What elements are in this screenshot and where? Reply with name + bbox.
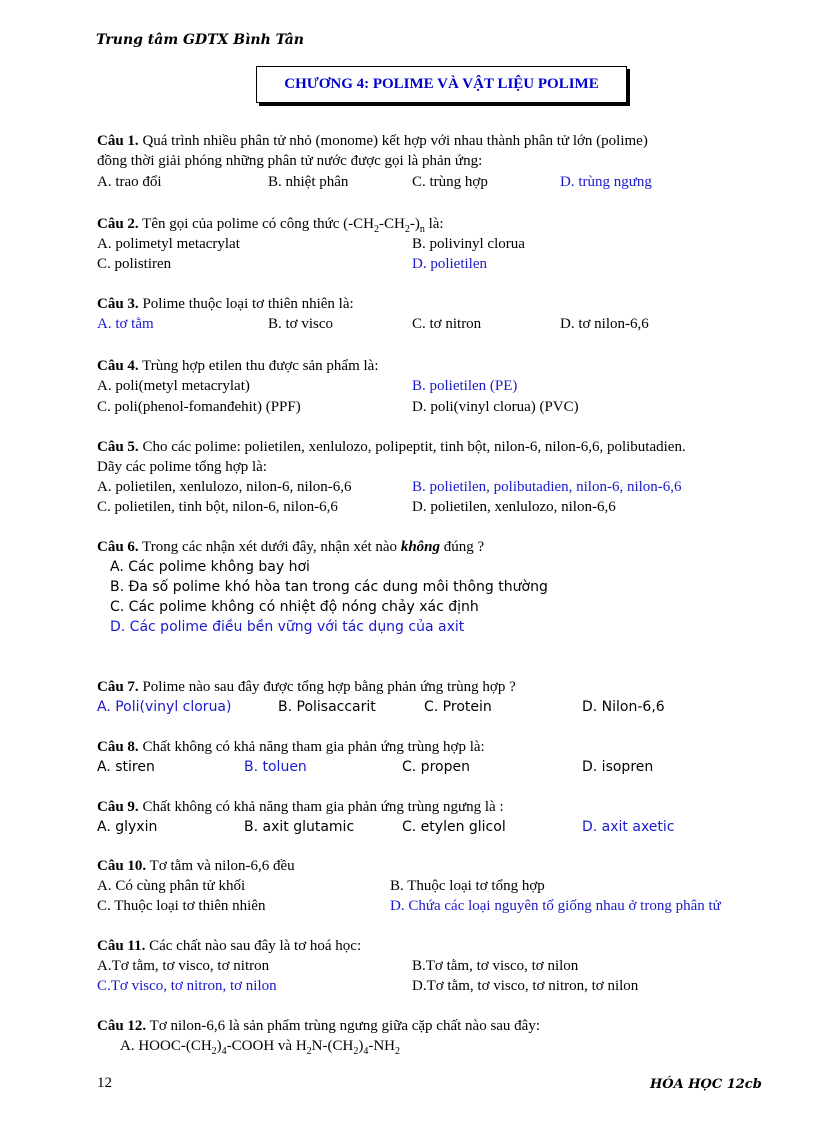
question-text: Tơ tằm và nilon-6,6 đều [146, 858, 295, 874]
formula-part: A. HOOC-(CH [120, 1038, 212, 1054]
option-a: A. polimetyl metacrylat [97, 236, 240, 252]
question-label: Câu 7. [97, 679, 139, 695]
question-9 [97, 797, 504, 817]
question-label: Câu 5. [97, 439, 139, 455]
option-a-answer: A. Poli(vinyl clorua) [97, 699, 232, 715]
option-b: B. nhiệt phân [268, 174, 349, 190]
formula-part: ) [358, 1038, 364, 1054]
footer-subject: HÓA HỌC 12cb [650, 1077, 762, 1092]
option-d-answer: D. Chứa các loại nguyên tố giống nhau ở trong phân tử [390, 898, 721, 914]
question-text: Cho các polime: polietilen, xenlulozo, polipeptit, tinh bột, nilon-6, nilon-6,6, polibutadien. [138, 439, 686, 455]
question-text: Trong các nhận xét dưới đây, nhận xét nào [138, 539, 401, 555]
question-text: Tên gọi của polime có công thức (-CH [138, 216, 374, 232]
option-d-answer: D. trùng ngưng [560, 174, 652, 190]
question-label: Câu 9. [97, 799, 139, 815]
option-c: C. trùng hợp [412, 174, 488, 190]
question-8 [97, 737, 485, 757]
question-text-cont: đồng thời giải phóng những phân tử nước được gọi là phản ứng: [97, 153, 483, 169]
option-c: C. Thuộc loại tơ thiên nhiên [97, 898, 266, 914]
option-c: C. polistiren [97, 256, 172, 272]
option-d: D.Tơ tằm, tơ visco, tơ nitron, tơ nilon [412, 978, 639, 994]
option-a [120, 1036, 400, 1058]
option-a: A. stiren [97, 759, 155, 775]
formula-part: -COOH và H [226, 1038, 307, 1054]
subscript: 4 [221, 1046, 227, 1057]
subscript: 2 [306, 1046, 312, 1057]
question-1 [97, 131, 648, 151]
option-a-answer: A. tơ tằm [97, 316, 154, 332]
option-a: A. Có cùng phân tử khối [97, 878, 246, 894]
option-b-answer: B. polietilen, polibutadien, nilon-6, nilon-6,6 [412, 479, 682, 495]
question-label: Câu 3. [97, 296, 139, 312]
question-label: Câu 1. [97, 133, 139, 149]
question-text: Chất không có khả năng tham gia phản ứng trùng hợp là: [138, 739, 485, 755]
question-7 [97, 677, 516, 697]
question-label: Câu 12. [97, 1018, 147, 1034]
subscript: 2 [404, 224, 410, 235]
formula-part: -NH [368, 1038, 396, 1054]
question-text: Các chất nào sau đây là tơ hoá học: [145, 938, 362, 954]
question-label: Câu 2. [97, 216, 139, 232]
option-b: B. tơ visco [268, 316, 334, 332]
option-c: C. polietilen, tinh bột, nilon-6, nilon-6,6 [97, 499, 338, 515]
question-text: Trùng hợp etilen thu được sản phẩm là: [138, 358, 379, 374]
question-12 [97, 1016, 540, 1036]
question-text: -) [409, 216, 420, 232]
option-a: A. glyxin [97, 819, 158, 835]
question-6 [97, 537, 484, 557]
option-b-answer: B. toluen [244, 759, 307, 775]
option-b: B. Polisaccarit [278, 699, 376, 715]
option-b: B. axit glutamic [244, 819, 355, 835]
subscript: n [419, 224, 425, 235]
question-10 [97, 856, 295, 876]
option-b-answer: B. polietilen (PE) [412, 378, 518, 394]
question-11 [97, 936, 361, 956]
question-5 [97, 437, 686, 457]
page-number: 12 [97, 1075, 112, 1091]
option-c: C. poli(phenol-fomanđehit) (PPF) [97, 399, 301, 415]
option-c: C. Protein [424, 699, 492, 715]
question-text: -CH [378, 216, 405, 232]
question-label: Câu 11. [97, 938, 146, 954]
question-text: là: [424, 216, 444, 232]
option-c: C. Các polime không có nhiệt độ nóng chảy xác định [110, 599, 479, 615]
question-text: Polime nào sau đây được tổng hợp bằng phản ứng trùng hợp ? [138, 679, 516, 695]
question-4 [97, 356, 379, 376]
question-text: Polime thuộc loại tơ thiên nhiên là: [138, 296, 354, 312]
option-c-answer: C.Tơ visco, tơ nitron, tơ nilon [97, 978, 277, 994]
chapter-title: CHƯƠNG 4: POLIME VÀ VẬT LIỆU POLIME [256, 66, 627, 103]
question-3 [97, 294, 354, 314]
question-text: đúng ? [440, 539, 485, 555]
question-label: Câu 8. [97, 739, 139, 755]
option-d-answer: D. Các polime điều bền vững với tác dụng của axit [110, 619, 465, 635]
option-a: A. poli(metyl metacrylat) [97, 378, 250, 394]
option-b: B. Thuộc loại tơ tổng hợp [390, 878, 545, 894]
formula-part: N-(CH [311, 1038, 354, 1054]
option-a: A. trao đổi [97, 174, 162, 190]
option-b: B. polivinyl clorua [412, 236, 525, 252]
option-d: D. polietilen, xenlulozo, nilon-6,6 [412, 499, 616, 515]
subscript: 2 [395, 1046, 401, 1057]
option-c: C. etylen glicol [402, 819, 506, 835]
option-d: D. isopren [582, 759, 654, 775]
option-a: A. polietilen, xenlulozo, nilon-6, nilon-6,6 [97, 479, 352, 495]
subscript: 2 [211, 1046, 217, 1057]
option-c: C. propen [402, 759, 470, 775]
option-b: B.Tơ tằm, tơ visco, tơ nilon [412, 958, 579, 974]
option-d: D. tơ nilon-6,6 [560, 316, 649, 332]
option-d-answer: D. polietilen [412, 256, 487, 272]
option-a: A.Tơ tằm, tơ visco, tơ nitron [97, 958, 270, 974]
question-text-cont: Dãy các polime tổng hợp là: [97, 459, 267, 475]
question-label: Câu 4. [97, 358, 139, 374]
formula-part: ) [216, 1038, 222, 1054]
subscript: 4 [363, 1046, 369, 1057]
school-header: Trung tâm GDTX Bình Tân [96, 32, 304, 48]
question-2 [97, 214, 444, 236]
question-text: Quá trình nhiều phân tử nhỏ (monome) kết hợp với nhau thành phân tử lớn (polime) [138, 133, 648, 149]
question-text: Chất không có khả năng tham gia phản ứng trùng ngưng là : [138, 799, 504, 815]
option-a: A. Các polime không bay hơi [110, 559, 310, 575]
option-c: C. tơ nitron [412, 316, 482, 332]
question-label: Câu 6. [97, 539, 139, 555]
option-d: D. Nilon-6,6 [582, 699, 665, 715]
option-b: B. Đa số polime khó hòa tan trong các dung môi thông thường [110, 579, 548, 595]
subscript: 2 [373, 224, 379, 235]
question-text: Tơ nilon-6,6 là sản phẩm trùng ngưng giữa cặp chất nào sau đây: [146, 1018, 541, 1034]
option-d: D. poli(vinyl clorua) (PVC) [412, 399, 579, 415]
question-label: Câu 10. [97, 858, 147, 874]
option-d-answer: D. axit axetic [582, 819, 675, 835]
emphasis: không [400, 539, 440, 555]
subscript: 2 [353, 1046, 359, 1057]
